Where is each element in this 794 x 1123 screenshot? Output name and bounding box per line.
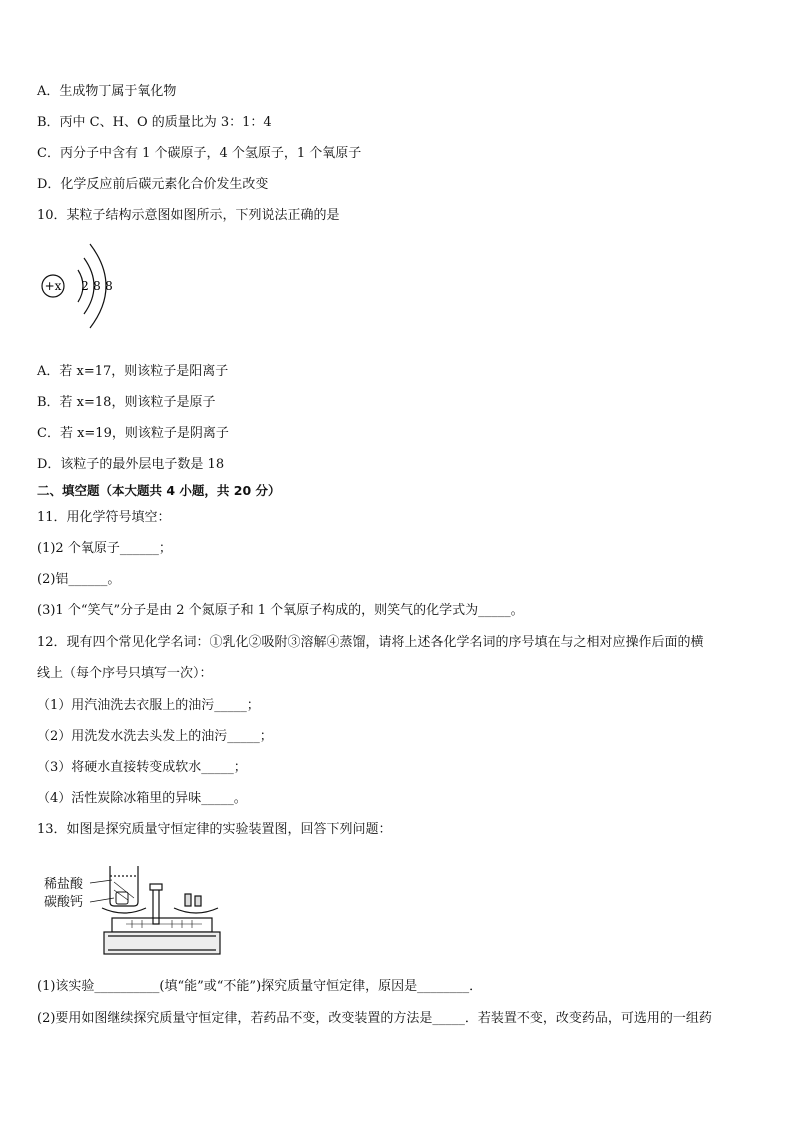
particle-structure-diagram [38,236,128,336]
right-pan [174,894,218,913]
balance-apparatus-diagram [42,862,222,962]
q12-item-1: （1）用汽油洗去衣服上的油污_____； [37,698,260,713]
q12-item-2: （2）用洗发水洗去头发上的油污_____； [37,729,273,744]
q10-option-a: A．若 x=17，则该粒子是阳离子 [37,364,229,379]
label-calcium-carbonate: 碳酸钙 [44,895,84,910]
q9-option-d: D．化学反应前后碳元素化合价发生改变 [37,177,269,192]
q13-item-2: (2)要用如图继续探究质量守恒定律，若药品不变，改变装置的方法是_____．若装置不变，改变药品，可选用的一组药 [37,1011,712,1026]
q9-option-c: C．丙分子中含有 1 个碳原子，4 个氢原子，1 个氧原子 [37,146,362,161]
shell-2-electrons: 8 [93,279,101,293]
q10-option-b: B．若 x=18，则该粒子是原子 [37,395,216,410]
nucleus-charge: +x [44,279,62,293]
q10-option-c: C．若 x=19，则该粒子是阴离子 [37,426,229,441]
q12-item-3: （3）将硬水直接转变成软水_____； [37,760,247,775]
q12-item-4: （4）活性炭除冰箱里的异味_____。 [37,791,247,806]
shell-3-electrons: 8 [105,279,113,293]
q9-option-b: B．丙中 C、H、O 的质量比为 3：1：4 [37,115,272,130]
q12-stem-line1: 12．现有四个常见化学名词：①乳化②吸附③溶解④蒸馏，请将上述各化学名词的序号填在与之相对应操作后面的横 [37,635,704,650]
pointer-line-acid [90,880,112,883]
q11-item-2: (2)铝______。 [37,572,121,587]
left-pan [102,908,146,913]
q12-stem-line2: 线上（每个序号只填写一次）： [37,666,213,681]
q11-item-1: (1)2 个氧原子______； [37,541,172,556]
label-dilute-hcl: 稀盐酸 [44,877,84,892]
q11-item-3: (3)1 个“笑气”分子是由 2 个氮原子和 1 个氧原子构成的，则笑气的化学式为_____。 [37,603,524,618]
q11-stem: 11．用化学符号填空： [37,510,171,525]
shell-1-electrons: 2 [81,279,89,293]
beaker [110,866,138,906]
section-title: 二、填空题（本大题共 4 小题，共 20 分） [37,483,281,498]
balance-base [104,918,220,954]
q10-stem: 10．某粒子结构示意图如图所示，下列说法正确的是 [37,208,340,223]
small-test-tube [116,892,128,904]
q9-option-a: A．生成物丁属于氧化物 [37,84,177,99]
q10-option-d: D．该粒子的最外层电子数是 18 [37,457,225,472]
q13-item-1: (1)该实验__________(填“能”或“不能”)探究质量守恒定律，原因是________． [37,979,483,994]
q13-stem: 13．如图是探究质量守恒定律的实验装置图，回答下列问题： [37,822,392,837]
